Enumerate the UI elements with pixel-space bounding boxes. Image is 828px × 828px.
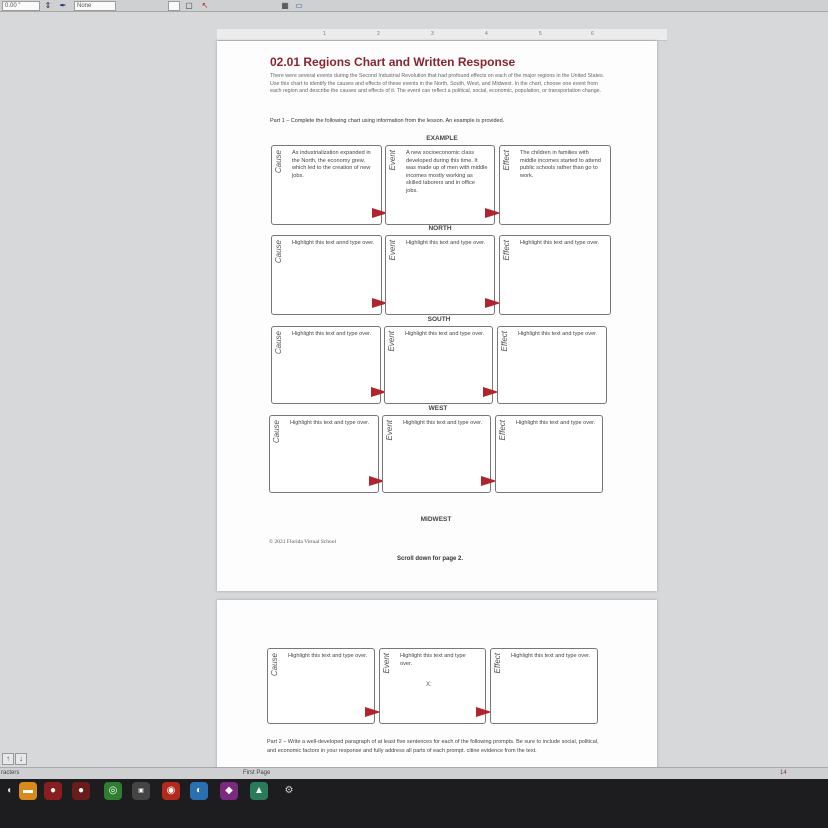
cause-text[interactable]: Highlight this text and type over.	[290, 420, 370, 426]
app-icon[interactable]: ●	[72, 782, 90, 800]
event-label: Event	[385, 420, 394, 441]
app-icon[interactable]: ▣	[132, 782, 150, 800]
formatting-toolbar	[0, 0, 828, 12]
effect-label: Effect	[498, 420, 507, 441]
south-event-box[interactable]	[384, 326, 493, 404]
ruler-tick: 6	[591, 31, 594, 37]
app-icon[interactable]: ◐	[190, 782, 208, 800]
effect-label: Effect	[502, 150, 511, 171]
event-text[interactable]: Highlight this text and type over.	[403, 420, 483, 426]
event-text[interactable]: Highlight this text and type over.	[405, 331, 485, 337]
part2-instructions[interactable]: Part 2 – Write a well-developed paragraph of at least five sentences for each of the following prompts. Be sure to include social, political, and economic factors in your response and fully address all parts of each prompt. citine evidence from the text.	[267, 739, 599, 754]
intro-paragraph[interactable]: There were several events during the Second Industrial Revolution that had profound effects on each of the major regions in the United States. Use this chart to identify the causes and effects of these events in the North, South, West, and Midwest. In the chart, choose one event from each region and describe the causes and effects of it. The event can reflect a political, social, economic, population, or transportation change.	[270, 73, 605, 95]
navigation-buttons	[2, 748, 28, 766]
app-icon[interactable]: ◉	[162, 782, 180, 800]
cause-label: Cause	[274, 240, 283, 264]
midwest-effect-box[interactable]	[490, 648, 598, 724]
event-text[interactable]: A new socioeconomic class developed during this time. It was made up of men with middle incomes mostly working as skilled laborers and in office jobs.	[406, 150, 488, 194]
cursor-x-mark: X:	[426, 682, 432, 688]
west-effect-box[interactable]	[495, 415, 603, 493]
west-event-box[interactable]	[382, 415, 491, 493]
zoom-indicator[interactable]: 14	[780, 770, 787, 776]
effect-text[interactable]: Highlight this text and type over.	[516, 420, 596, 426]
event-label: Event	[382, 653, 391, 674]
horizontal-ruler[interactable]	[217, 29, 667, 41]
cause-label: Cause	[272, 420, 281, 444]
cause-label: Cause	[274, 331, 283, 355]
effect-text[interactable]: Highlight this text and type over.	[518, 331, 598, 337]
page-title[interactable]: 02.01 Regions Chart and Written Response	[270, 55, 516, 69]
event-text[interactable]: Highlight this text and type over.	[406, 240, 486, 246]
ruler-tick: 5	[539, 31, 542, 37]
midwest-cause-box[interactable]	[267, 648, 375, 724]
example-effect-box[interactable]	[499, 145, 611, 225]
cause-text[interactable]: Highlight this text and type over.	[288, 653, 368, 659]
cause-text[interactable]: Highlight this text and type over.	[292, 331, 372, 337]
pointer-tool-icon[interactable]: ↖	[201, 1, 209, 10]
document-workspace[interactable]	[0, 12, 828, 767]
app-icon[interactable]: ▲	[250, 782, 268, 800]
effect-label: Effect	[502, 240, 511, 261]
section-heading-south: SOUTH	[427, 316, 451, 323]
ruler-tick: 4	[485, 31, 488, 37]
part1-instructions[interactable]: Part 1 – Complete the following chart using information from the lesson. An example is provided.	[270, 118, 505, 124]
arrow-down-icon[interactable]: ↓	[15, 753, 27, 765]
event-label: Event	[388, 150, 397, 171]
section-heading-example: EXAMPLE	[426, 135, 458, 142]
taskbar	[0, 779, 828, 828]
gear-icon[interactable]: ⚙	[284, 785, 294, 796]
effect-text[interactable]: Highlight this text and type over.	[520, 240, 600, 246]
cause-text[interactable]: As industrialization expanded in the North, the economy grew, which led to the creation of new jobs.	[292, 150, 371, 179]
section-heading-north: NORTH	[428, 225, 452, 232]
west-cause-box[interactable]	[269, 415, 379, 493]
event-label: Event	[387, 331, 396, 352]
event-text[interactable]: Highlight this text and type over.	[400, 653, 466, 667]
document-page-2[interactable]	[217, 600, 657, 780]
north-effect-box[interactable]	[499, 235, 611, 315]
spacing-input[interactable]: 0.00 "	[2, 1, 40, 11]
frame-icon[interactable]: ▭	[295, 1, 303, 10]
section-heading-midwest: MIDWEST	[420, 516, 452, 523]
document-page-1[interactable]	[217, 41, 657, 591]
page-style-label[interactable]: First Page	[243, 770, 271, 776]
arrow-up-icon[interactable]: ↑	[2, 753, 14, 765]
south-effect-box[interactable]	[497, 326, 607, 404]
ruler-tick: 2	[377, 31, 380, 37]
cause-text[interactable]: Highlight this text annd type over.	[292, 240, 375, 246]
effect-label: Effect	[493, 653, 502, 674]
example-cause-box[interactable]	[271, 145, 382, 225]
midwest-event-box[interactable]	[379, 648, 486, 724]
app-icon[interactable]: ◆	[220, 782, 238, 800]
file-explorer-icon[interactable]: ▬	[19, 782, 37, 800]
status-bar	[0, 767, 828, 779]
north-event-box[interactable]	[385, 235, 495, 315]
border-style-dropdown[interactable]: None	[74, 1, 116, 11]
app-icon[interactable]: ●	[44, 782, 62, 800]
scroll-note: Scroll down for page 2.	[397, 556, 464, 562]
ruler-tick: 3	[431, 31, 434, 37]
chrome-icon[interactable]: ◎	[104, 782, 122, 800]
north-cause-box[interactable]	[271, 235, 382, 315]
copyright-footer: © 2021 Florida Virtual School	[269, 539, 336, 545]
character-count-label: racters	[1, 770, 20, 776]
section-heading-west: WEST	[428, 405, 448, 412]
effect-label: Effect	[500, 331, 509, 352]
dropdown-toggle[interactable]	[168, 1, 180, 11]
cause-label: Cause	[274, 150, 283, 174]
south-cause-box[interactable]	[271, 326, 381, 404]
example-event-box[interactable]	[385, 145, 495, 225]
shadow-icon[interactable]: ▢	[185, 1, 193, 10]
start-icon[interactable]: ◖	[5, 785, 13, 796]
cause-label: Cause	[270, 653, 279, 677]
border-icon[interactable]: ▦	[281, 1, 289, 10]
effect-text[interactable]: Highlight this text and type over.	[511, 653, 591, 659]
event-label: Event	[388, 240, 397, 261]
spin-arrows-icon[interactable]: ⇕	[44, 1, 52, 10]
effect-text[interactable]: The children in families with middle incomes started to attend public schools rather than go to work.	[520, 150, 601, 179]
ruler-tick: 1	[323, 31, 326, 37]
line-color-icon[interactable]: ✒	[59, 1, 67, 10]
